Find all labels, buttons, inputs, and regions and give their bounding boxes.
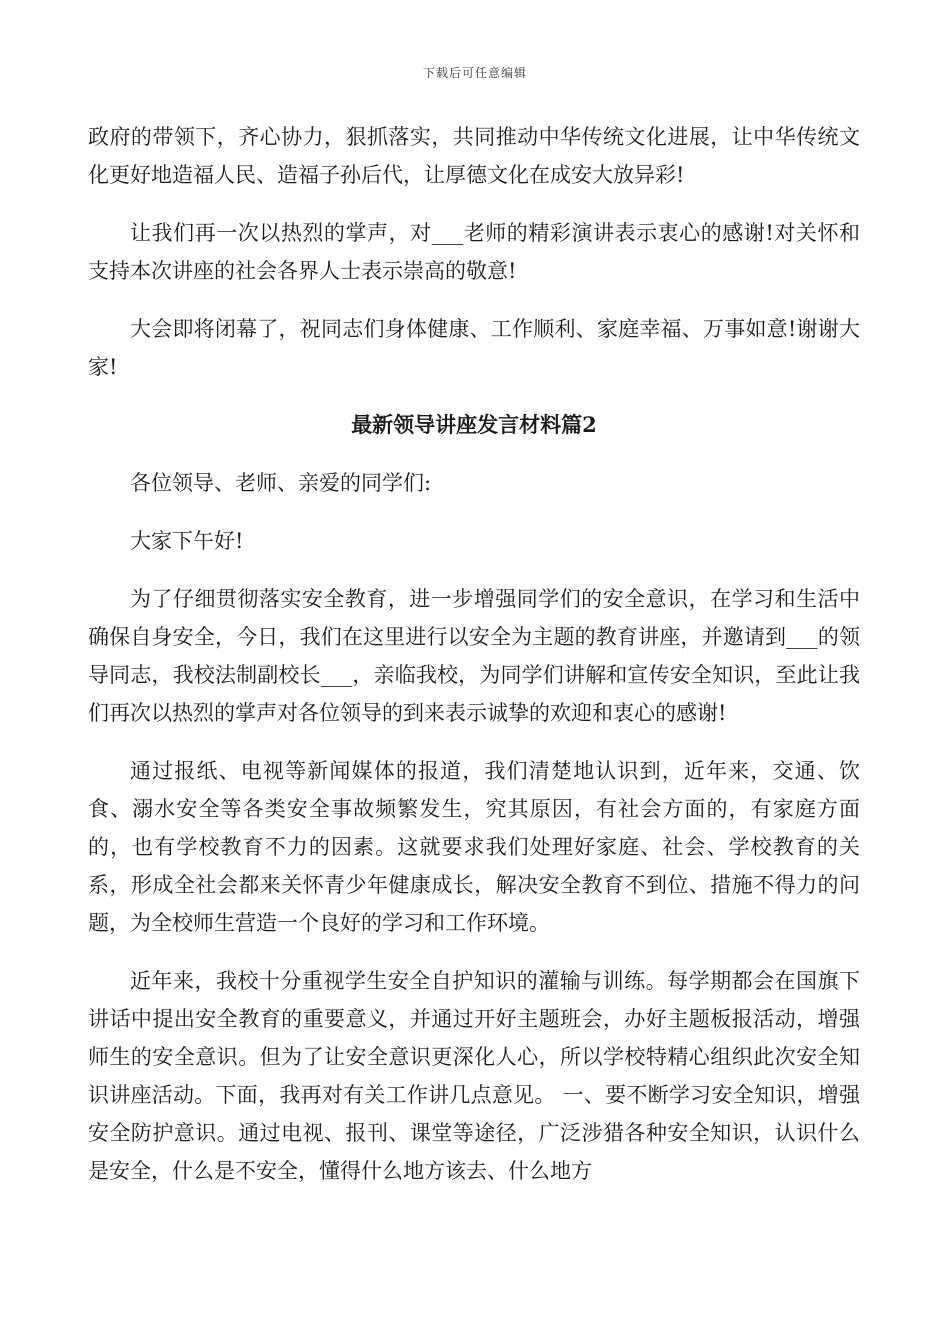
section-title: 最新领导讲座发言材料篇2	[351, 412, 597, 437]
paragraph: 近年来，我校十分重视学生安全自护知识的灌输与训练。每学期都会在国旗下讲话中提出安全教育的重要意义，并通过开好主题班会，办好主题板报活动，增强师生的安全意识。但为了让安全意识更深化人心，所以学校特精心组织此次安全知识讲座活动。下面，我再对有关工作讲几点意见。 一、要不断学习安全知识，增强安全防护意识。通过电视、报刊、课堂等途径，广泛涉猎各种安全知识，认识什么是安全，什么是不安全，懂得什么地方该去、什么地方	[88, 969, 860, 1183]
paragraph: 各位领导、老师、亲爱的同学们:	[130, 471, 432, 495]
paragraph: 政府的带领下，齐心协力，狠抓落实，共同推动中华传统文化进展，让中华传统文化更好地造福人民、造福子孙后代，让厚德文化在成安大放异彩!	[88, 125, 860, 187]
paragraph: 大家下午好!	[130, 529, 244, 553]
paragraph: 通过报纸、电视等新闻媒体的报道，我们清楚地认识到，近年来，交通、饮食、溺水安全等各类安全事故频繁发生，究其原因，有社会方面的，有家庭方面的，也有学校教育不力的因素。这就要求我们处理好家庭、社会、学校教育的关系，形成全社会都来关怀青少年健康成长，解决安全教育不到位、措施不得力的问题，为全校师生营造一个良好的学习和工作环境。	[88, 759, 860, 935]
paragraph: 大会即将闭幕了，祝同志们身体健康、工作顺利、家庭幸福、万事如意!谢谢大家!	[88, 317, 860, 379]
header-note: 下载后可任意编辑	[422, 66, 527, 80]
paragraph: 为了仔细贯彻落实安全教育，进一步增强同学们的安全意识，在学习和生活中确保自身安全，今日，我们在这里进行以安全为主题的教育讲座，并邀请到___的领导同志，我校法制副校长___，亲临我校，为同学们讲解和宣传安全知识，至此让我们再次以热烈的掌声对各位领导的到来表示诚挚的欢迎和衷心的感谢!	[88, 587, 860, 725]
paragraph: 让我们再一次以热烈的掌声，对___老师的精彩演讲表示衷心的感谢!对关怀和支持本次讲座的社会各界人士表示崇高的敬意!	[88, 221, 860, 283]
document-body	[88, 118, 860, 1210]
